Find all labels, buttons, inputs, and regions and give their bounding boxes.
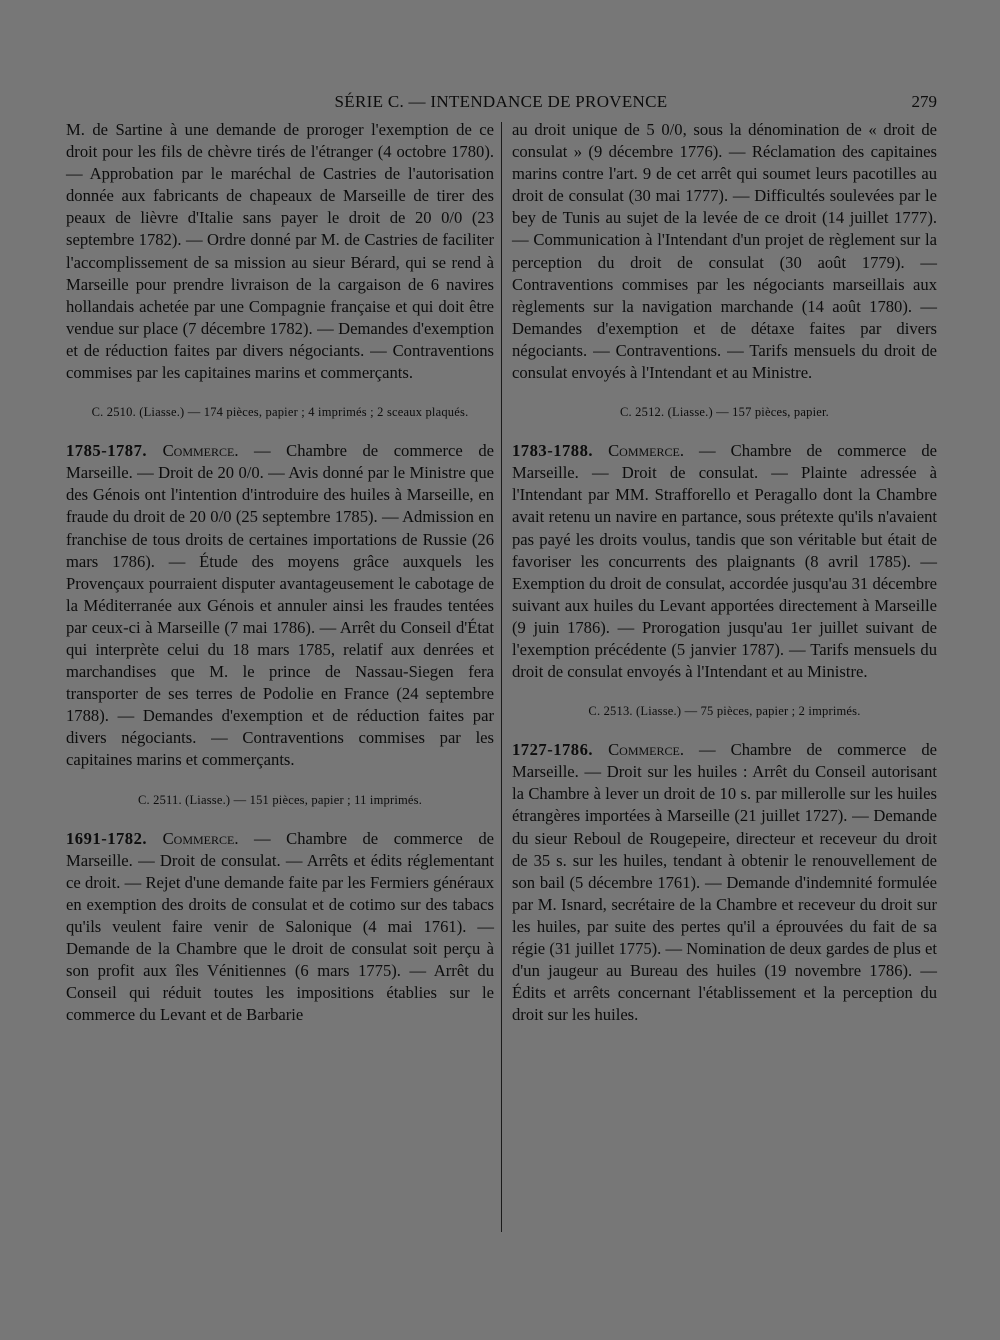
left-column — [66, 119, 494, 1026]
entry-date: 1691-1782. — [66, 828, 148, 848]
continued-paragraph: M. de Sartine à une demande de proroger l'exemption de ce droit pour les fils de chèvre tirés de l'étranger (4 octobre 1780). — Approbation par le maréchal de Castries de l'autorisation donnée aux fabricants de chapeaux de Marseille de tirer des peaux de lièvre d'Italie sans payer le droit de 20 0/0 (23 septembre 1782). — Ordre donné par M. de Castries de faciliter l'accomplissement de sa mission au sieur Bérard, qui se rend à Marseille pour prendre livraison de la cargaison de 6 navires hollandais achetée par une Compagnie française et qui doit être vendue sur place (7 décembre 1782). — Demandes d'exemption et de réduction faites par divers négociants. — Contraventions commises par les capitaines marins et commerçants. — [66, 120, 494, 383]
entry-paragraph — [512, 739, 937, 1026]
entry-paragraph — [512, 440, 937, 683]
entry-date: 1785-1787. — [66, 441, 148, 461]
entry-subject: Commerce. — [608, 441, 684, 461]
entry-text: — Chambre de commerce de Marseille. — Droit de consulat. — Plainte adressée à l'Intendant par MM. Strafforello et Peragallo dont la Chambre avait retenu un navire en partance, sous prétexte qu'ils n'avaient pas payé les droits voulus, tandis que son véritable but était de favoriser les concurrents des plaignants (8 avril 1785). — Exemption du droit de consulat, accordée jusqu'au 31 décembre suivant aux huiles du Levant apportées directement à Marseille (9 juin 1786). — Prorogation jusqu'au 1er juillet suivant de l'exemption précédente (5 janvier 1787). — Tarifs mensuels du droit de consulat envoyés à l'Intendant et au Ministre. — [512, 441, 937, 682]
entry-text: — Chambre de commerce de Marseille. — Droit sur les huiles : Arrêt du Conseil autorisant la Chambre à lever un droit de 10 s. par millerolle sur les huiles étrangères importées à Marseille (21 juillet 1727). — Demande du sieur Reboul de Rougepeire, directeur et receveur du droit de 35 s. sur les huiles, tendant à obtenir le renouvellement de son bail (5 décembre 1761). — Demande d'indemnité formulée par M. Isnard, secrétaire de la Chambre et receveur du droit sur les huiles, par suite des pertes qu'il a éprouvées du fait de sa régie (31 juillet 1775). — Nomination de deux gardes de plus et d'un jaugeur au Bureau des huiles (19 novembre 1786). — Édits et arrêts concernant l'établissement et la perception du droit sur les huiles. — [512, 740, 937, 1025]
entry-subject: Commerce. — [162, 828, 239, 848]
entry-subject: Commerce. — [162, 441, 239, 461]
page-number: 279 — [911, 92, 937, 111]
archive-reference: C. 2513. (Liasse.) — 75 pièces, papier ; 2 imprimés. — [588, 704, 861, 719]
entry-text: — Chambre de commerce de Marseille. — Droit de consulat. — Arrêts et édits réglementant ce droit. — Rejet d'une demande faite par les Fermiers généraux en exemption des droits de consulat et de cotimo sur des tabacs qu'ils veulent faire venir de Salonique (4 mai 1761). — Demande de la Chambre que le droit de consulat soit perçu à son profit aux îles Vénitiennes (6 mars 1775). — Arrêt du Conseil qui réduit toutes les impositions établies sur le commerce du Levant et de Barbarie — [66, 828, 494, 1025]
entry-paragraph — [66, 828, 494, 1027]
continued-paragraph: au droit unique de 5 0/0, sous la dénomination de « droit de consulat » (9 décembre 1776). — Réclamation des capitaines marins contre l'art. 9 de cet arrêt qui soumet leurs pacotilles au droit de consulat (30 mai 1777). — Difficultés soulevées par le bey de Tunis au sujet de la levée de ce droit (14 juillet 1777). — Communication à l'Intendant d'un projet de règlement sur la perception du droit de consulat (30 août 1779). — Contraventions commises par les négociants marseillais aux règlements sur la navigation marchande (14 août 1780). — Demandes d'exemption et de détaxe faites par divers négociants. — Contraventions. — Tarifs mensuels du droit de consulat envoyés à l'Intendant et au Ministre. — [512, 120, 937, 383]
entry-text: — Chambre de commerce de Marseille. — Droit de 20 0/0. — Avis donné par le Ministre que des Génois ont l'intention d'introduire des huiles à Marseille, en fraude du droit de 20 0/0 (25 septembre 1785). — Admission en franchise de tous droits de certaines importations de Russie (26 mars 1786). — Étude des moyens grâce auxquels les Provençaux pourraient disputer avantageusement le cabotage de la Méditerranée aux Génois et annuler ainsi les fraudes tentées par ceux-ci à Marseille (7 mai 1786). — Arrêt du Conseil d'État qui interprète celui du 18 mars 1785, relatif aux denrées et marchandises que M. le prince de Nassau-Siegen fera transporter de ses terres de Podolie en France (24 septembre 1788). — Demandes d'exemption et de réduction faites par divers négociants. — Contraventions commises par les capitaines marins et commerçants. — [66, 441, 494, 770]
page-header — [65, 92, 937, 114]
archive-reference: C. 2510. (Liasse.) — 174 pièces, papier ; 4 imprimés ; 2 sceaux plaqués. — [91, 405, 469, 420]
entry-date: 1783-1788. — [512, 441, 594, 461]
column-divider — [501, 122, 502, 1232]
entry-date: 1727-1786. — [512, 740, 594, 760]
entry-subject: Commerce. — [608, 740, 684, 760]
entry-paragraph — [66, 440, 494, 771]
archive-reference: C. 2511. (Liasse.) — 151 pièces, papier ; 11 imprimés. — [137, 792, 423, 807]
archive-reference: C. 2512. (Liasse.) — 157 pièces, papier. — [620, 405, 829, 420]
right-column — [512, 119, 937, 1026]
running-title: SÉRIE C. — INTENDANCE DE PROVENCE — [334, 92, 668, 111]
